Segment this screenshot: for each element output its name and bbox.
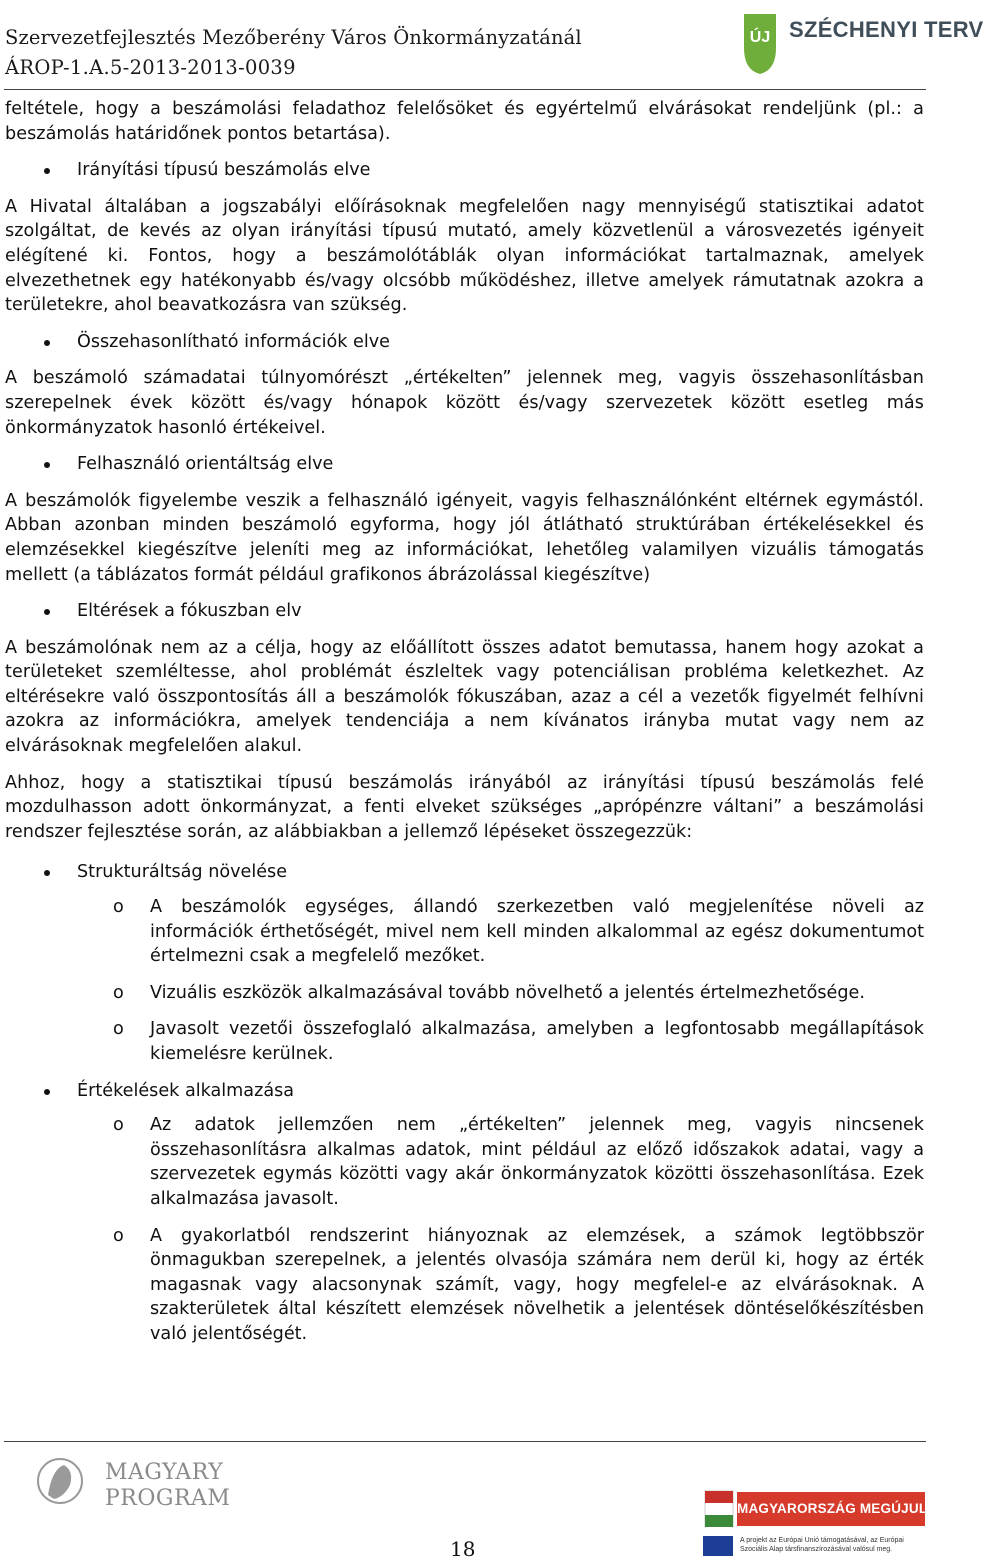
header-project-code: ÁROP-1.A.5-2013-2013-0039 xyxy=(5,56,296,79)
paragraph-ahhoz: Ahhoz, hogy a statisztikai típusú beszámolás irányából az irányítási típusú beszámolás felé mozdulhasson adott önkormányzat, a fenti elveket szükséges „aprópénzre váltani” a beszámolási rendszer fejlesztése során, az alábbiakban a jellemző lépéseket összegezzük: xyxy=(5,772,924,842)
hungary-flag-icon xyxy=(703,1489,735,1529)
paragraph-elteresek: A beszámolónak nem az a célja, hogy az előállított összes adatot bemutassa, hanem hogy azokat a területeket szemléltesse, ahol problémát észleltek vagy potenciálisan probléma keletkezhet. Az eltérésekre való összpontosítás áll a beszámolók fókuszában, azaz a cél a vezetők figyelmét felhívni azokra az információkra, amelyek tendenciája a nem kívánatos irányba mutat vagy nem az elvárásoknak megfelelően alakul. xyxy=(5,637,924,757)
bullet-list xyxy=(5,452,924,477)
sub-list-item: o Javasolt vezetői összefoglaló alkalmazása, amelyben a legfontosabb megállapítások kiemelésre kerülnek. xyxy=(113,1019,924,1064)
sub-list-struktura xyxy=(5,895,924,1067)
bullet-list xyxy=(5,860,924,885)
logo-name: SZÉCHENYI TERV xyxy=(789,17,984,42)
sub-list-item: o Vizuális eszközök alkalmazásával tovább növelhető a jelentés értelmezhetősége. xyxy=(5,981,924,1006)
circle-bullet-icon: o xyxy=(113,1019,124,1040)
header-divider xyxy=(4,89,926,90)
sub-list-item: o A gyakorlatból rendszerint hiányoznak az elemzések, a számok legtöbbször önmagukban szerepelnek, a jelentés olvasója számára nem derül ki, hogy az érték magasnak vagy alacsonynak számít, vagy, hogy megfelel-e az elvárásoknak. A szakterületek által készített elemzések növelhetik a jelentések döntéselőkészítésben való jelentőségét. xyxy=(113,1225,924,1344)
bullet-dot-icon xyxy=(44,870,50,876)
header-title: Szervezetfejlesztés Mezőberény Város Önkormányzatánál xyxy=(5,26,582,49)
circle-bullet-icon: o xyxy=(113,982,124,1003)
bullet-list xyxy=(5,1079,924,1104)
sub-list-item: o Az adatok jellemzően nem „értékelten” jelennek meg, vagyis nincsenek összehasonlításra alkalmas adatok, mint például az előző időszakok adatai, vagy a szervezetek egymás közötti vagy akár önkormányzatok közötti összehasonlítása. Ezek alkalmazása javasolt. xyxy=(113,1115,924,1209)
paragraph-felhasznalo: A beszámolók figyelembe veszik a felhasználó igényeit, vagyis felhasználónként eltérnek egymástól. Abban azonban minden beszámoló egyforma, hogy jól átlátható struktúrában értékelésekkel és elemzésekkel kiegészítve jeleníti meg az információkat, lehetőleg valamilyen vizuális támogatás mellett (a táblázatos formát például grafikonos ábrázolással kiegészítve) xyxy=(5,490,924,585)
bullet-list xyxy=(5,330,924,355)
bullet-item: Értékelések alkalmazása xyxy=(5,1079,924,1104)
bullet-item: Irányítási típusú beszámolás elve xyxy=(5,158,924,183)
bullet-dot-icon xyxy=(44,462,50,468)
bullet-item: Felhasználó orientáltság elve xyxy=(5,452,924,477)
paragraph-intro: feltétele, hogy a beszámolási feladathoz felelősöket és egyértelmű elvárásokat rendeljünk (pl.: a beszámolás határidőnek pontos betartása). xyxy=(5,99,924,144)
sub-list-ertekeles xyxy=(5,1113,924,1346)
paragraph-osszehasonlithato: A beszámoló számadatai túlnyomórészt „értékelten” jelennek meg, vagyis összehasonlításban szerepelnek évek között és/vagy hónapok között és/vagy szervezetek között esetleg más önkormányzatok hasonló értékeivel. xyxy=(5,368,924,438)
magyarorszag-megujul-banner: MAGYARORSZÁG MEGÚJUL xyxy=(737,1492,925,1526)
circle-bullet-icon: o xyxy=(113,897,124,918)
magyary-text-line1: MAGYARY xyxy=(105,1460,224,1485)
bullet-dot-icon xyxy=(44,609,50,615)
bullet-item: Eltérések a fókuszban elv xyxy=(5,599,924,624)
bullet-item: Összehasonlítható információk elve xyxy=(5,330,924,355)
circle-bullet-icon: o xyxy=(113,1115,124,1136)
logo-new-label: ÚJ xyxy=(749,29,771,46)
paragraph-iranyitasi: A Hivatal általában a jogszabályi előírásoknak megfelelően nagy mennyiségű statisztikai adatot szolgáltat, de kevés az olyan irányítási típusú mutató, amely közvetlenül a városvezetés igényeit elégítené ki. Fontos, hogy a beszámolótáblák olyan információkat tartalmaznak, amelyek elvezethetnek egy hatékonyabb és/vagy olcsóbb működéshez, illetve amelyek rámutatnak azokra a területekre, ahol beavatkozásra van szükség. xyxy=(5,196,924,316)
bullet-dot-icon xyxy=(44,340,50,346)
page-header xyxy=(0,0,984,92)
circle-bullet-icon: o xyxy=(113,1225,124,1246)
document-body xyxy=(5,97,924,1359)
eu-flag-icon xyxy=(703,1536,733,1556)
bullet-item: Strukturáltság növelése xyxy=(5,860,924,885)
page-number: 18 xyxy=(450,1537,476,1561)
bullet-list xyxy=(5,599,924,624)
bullet-dot-icon xyxy=(44,1089,50,1095)
footer-divider xyxy=(4,1441,926,1442)
sub-list-item: o A beszámolók egységes, állandó szerkezetben való megjelenítése növeli az információk érthetőségét, mivel nem kell minden alkalommal az egész dokumentumot értelmezni csak a megfelelő mezőket. xyxy=(113,897,924,967)
bullet-dot-icon xyxy=(44,168,50,174)
eu-funding-note: A projekt az Európai Unió támogatásával, az Európai Szociális Alap társfinanszírozásával valósul meg. xyxy=(740,1537,904,1553)
magyary-text-line2: PROGRAM xyxy=(105,1486,231,1511)
bullet-list xyxy=(5,158,924,183)
